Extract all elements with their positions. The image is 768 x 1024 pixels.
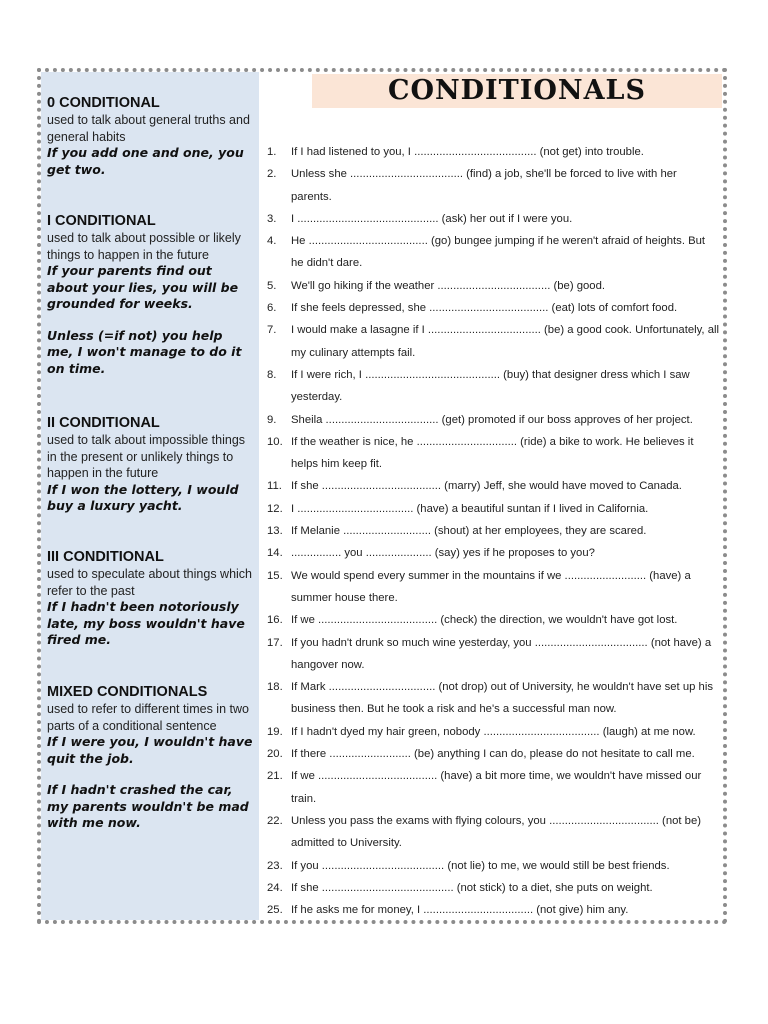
second-conditional-description: used to talk about impossible things in the present or unlikely things to happen in the future xyxy=(47,433,246,480)
exercise-number: 19. xyxy=(267,725,283,738)
page-title: CONDITIONALS xyxy=(387,75,647,106)
exercise-text: If I were rich, I ........................................... (buy) that designer dress which I saw yesterday. xyxy=(291,368,690,404)
first-conditional-section xyxy=(47,212,253,414)
exercise-text: If he asks me for money, I ................................... (not give) him any. xyxy=(291,904,629,917)
second-conditional-example: If I won the lottery, I would buy a luxury yacht. xyxy=(47,481,239,513)
exercise-number: 1. xyxy=(267,146,277,158)
exercise-number: 12. xyxy=(267,502,283,515)
third-conditional-description: used to speculate about things which refer to the past xyxy=(47,567,252,598)
exercise-text: If you ....................................... (not lie) to me, we would still be best friends. xyxy=(291,859,670,872)
exercise-text: We'll go hiking if the weather .................................... (be) good. xyxy=(291,279,606,292)
exercise-item xyxy=(267,364,719,409)
exercise-text: I ..................................... (have) a beautiful suntan if I lived in California. xyxy=(291,502,649,515)
exercise-item xyxy=(267,141,719,163)
first-conditional-heading: I CONDITIONAL xyxy=(47,213,156,229)
exercise-item xyxy=(267,810,719,855)
exercise-text: If she .......................................... (not stick) to a diet, she puts on weight. xyxy=(291,881,653,894)
exercise-number: 4. xyxy=(267,235,277,248)
exercise-number: 24. xyxy=(267,881,283,894)
exercise-item xyxy=(267,520,719,542)
exercise-number: 5. xyxy=(267,279,277,292)
exercise-text: Unless you pass the exams with flying colours, you ................................... (not be) admitted to University. xyxy=(291,814,701,850)
exercise-number: 2. xyxy=(267,168,277,181)
exercise-item xyxy=(267,855,719,877)
exercise-text: If she ...................................... (marry) Jeff, she would have moved to Canada. xyxy=(291,480,682,493)
exercise-text: If we ...................................... (have) a bit more time, we wouldn't have missed our train. xyxy=(291,770,702,805)
exercise-item xyxy=(267,565,719,610)
mixed-conditionals-section xyxy=(47,683,253,832)
exercise-text: If the weather is nice, he ................................ (ride) a bike to work. He believes it helps him keep fit. xyxy=(291,435,694,471)
exercise-number: 16. xyxy=(267,614,283,627)
exercise-number: 11. xyxy=(267,480,282,493)
exercise-item xyxy=(267,877,719,899)
exercise-text: If Melanie ............................ (shout) at her employees, they are scared. xyxy=(291,525,647,538)
exercise-text: We would spend every summer in the mountains if we .......................... (have) a summer house there. xyxy=(291,569,691,604)
zero-conditional-section xyxy=(47,94,253,212)
exercise-text: I ............................................. (ask) her out if I were you. xyxy=(291,212,573,225)
mixed-conditionals-heading: MIXED CONDITIONALS xyxy=(47,684,208,700)
exercise-item xyxy=(267,230,719,275)
first-conditional-description: used to talk about possible or likely things to happen in the future xyxy=(47,231,241,262)
third-conditional-example: If I hadn't been notoriously late, my boss wouldn't have fired me. xyxy=(47,599,245,647)
exercise-item xyxy=(267,208,719,230)
exercise-number: 8. xyxy=(267,368,277,381)
exercise-number: 18. xyxy=(267,681,283,694)
exercise-number: 15. xyxy=(267,569,283,582)
exercise-item xyxy=(267,542,719,564)
sidebar-grammar-summary xyxy=(41,72,259,920)
exercise-number: 7. xyxy=(267,324,277,337)
zero-conditional-heading: 0 CONDITIONAL xyxy=(47,95,160,111)
exercise-number: 21. xyxy=(267,770,283,783)
exercise-item xyxy=(267,475,719,497)
exercise-number: 23. xyxy=(267,859,283,872)
exercise-text: He ...................................... (go) bungee jumping if he weren't afraid of heights. But he didn't dare. xyxy=(291,235,706,270)
exercise-number: 6. xyxy=(267,302,277,315)
exercise-item xyxy=(267,431,719,476)
exercise-number: 25. xyxy=(267,904,283,917)
worksheet xyxy=(37,68,727,924)
exercise-number: 22. xyxy=(267,814,283,827)
mixed-conditionals-description: used to refer to different times in two parts of a conditional sentence xyxy=(47,702,249,733)
exercise-text: Sheila .................................... (get) promoted if our boss approves of her project. xyxy=(291,413,693,426)
second-conditional-section xyxy=(47,414,253,548)
exercise-text: If you hadn't drunk so much wine yesterday, you .................................... (not have) a hangover now. xyxy=(291,636,712,671)
exercise-item xyxy=(267,609,719,631)
exercise-list xyxy=(267,141,719,921)
exercise-item xyxy=(267,899,719,921)
exercise-item xyxy=(267,721,719,743)
exercise-item xyxy=(267,163,719,208)
exercise-number: 13. xyxy=(267,525,283,538)
exercise-number: 20. xyxy=(267,748,283,761)
exercise-text: ................ you ..................... (say) yes if he proposes to you? xyxy=(291,547,595,560)
exercise-text: Unless she .................................... (find) a job, she'll be forced to live with her parents. xyxy=(291,168,677,203)
exercise-text: I would make a lasagne if I .................................... (be) a good cook. Unfortunately, all my culinary attempts fail. xyxy=(291,324,720,359)
exercise-item xyxy=(267,319,719,364)
exercise-number: 14. xyxy=(267,547,283,560)
exercise-text: If I hadn't dyed my hair green, nobody ..................................... (laugh) at me now. xyxy=(291,725,696,738)
exercise-item xyxy=(267,632,719,677)
exercise-text: If there .......................... (be) anything I can do, please do not hesitate to call me. xyxy=(291,748,695,761)
zero-conditional-example: If you add one and one, you get two. xyxy=(47,145,244,177)
mixed-conditionals-example: If I were you, I wouldn't have quit the job. xyxy=(47,734,253,766)
exercise-item xyxy=(267,297,719,319)
third-conditional-section xyxy=(47,548,253,683)
exercise-item xyxy=(267,498,719,520)
page-title-banner xyxy=(312,74,722,108)
first-conditional-example: Unless (=if not) you help me, I won't manage to do it on time. xyxy=(47,327,242,376)
exercise-text: If Mark .................................. (not drop) out of University, he wouldn't have set up his business then. But he took a risk and he's a successful man now. xyxy=(291,681,713,716)
exercise-number: 3. xyxy=(267,212,277,225)
second-conditional-heading: II CONDITIONAL xyxy=(47,415,160,431)
zero-conditional-description: used to talk about general truths and general habits xyxy=(47,113,250,144)
exercise-item xyxy=(267,743,719,765)
exercise-text: If I had listened to you, I ....................................... (not get) into trouble. xyxy=(291,146,644,158)
exercise-text: If she feels depressed, she ...................................... (eat) lots of comfort food. xyxy=(291,302,678,315)
exercise-number: 9. xyxy=(267,413,277,426)
exercise-number: 17. xyxy=(267,636,283,649)
first-conditional-example: If your parents find out about your lies, you will be grounded for weeks. xyxy=(47,263,239,311)
third-conditional-heading: III CONDITIONAL xyxy=(47,549,164,565)
exercise-item xyxy=(267,676,719,721)
exercise-item xyxy=(267,409,719,431)
exercise-item xyxy=(267,765,719,810)
mixed-conditionals-example: If I hadn't crashed the car, my parents wouldn't be mad with me now. xyxy=(47,782,249,830)
exercise-text: If we ...................................... (check) the direction, we wouldn't have got lost. xyxy=(291,614,678,627)
exercise-number: 10. xyxy=(267,435,283,448)
exercise-item xyxy=(267,275,719,297)
